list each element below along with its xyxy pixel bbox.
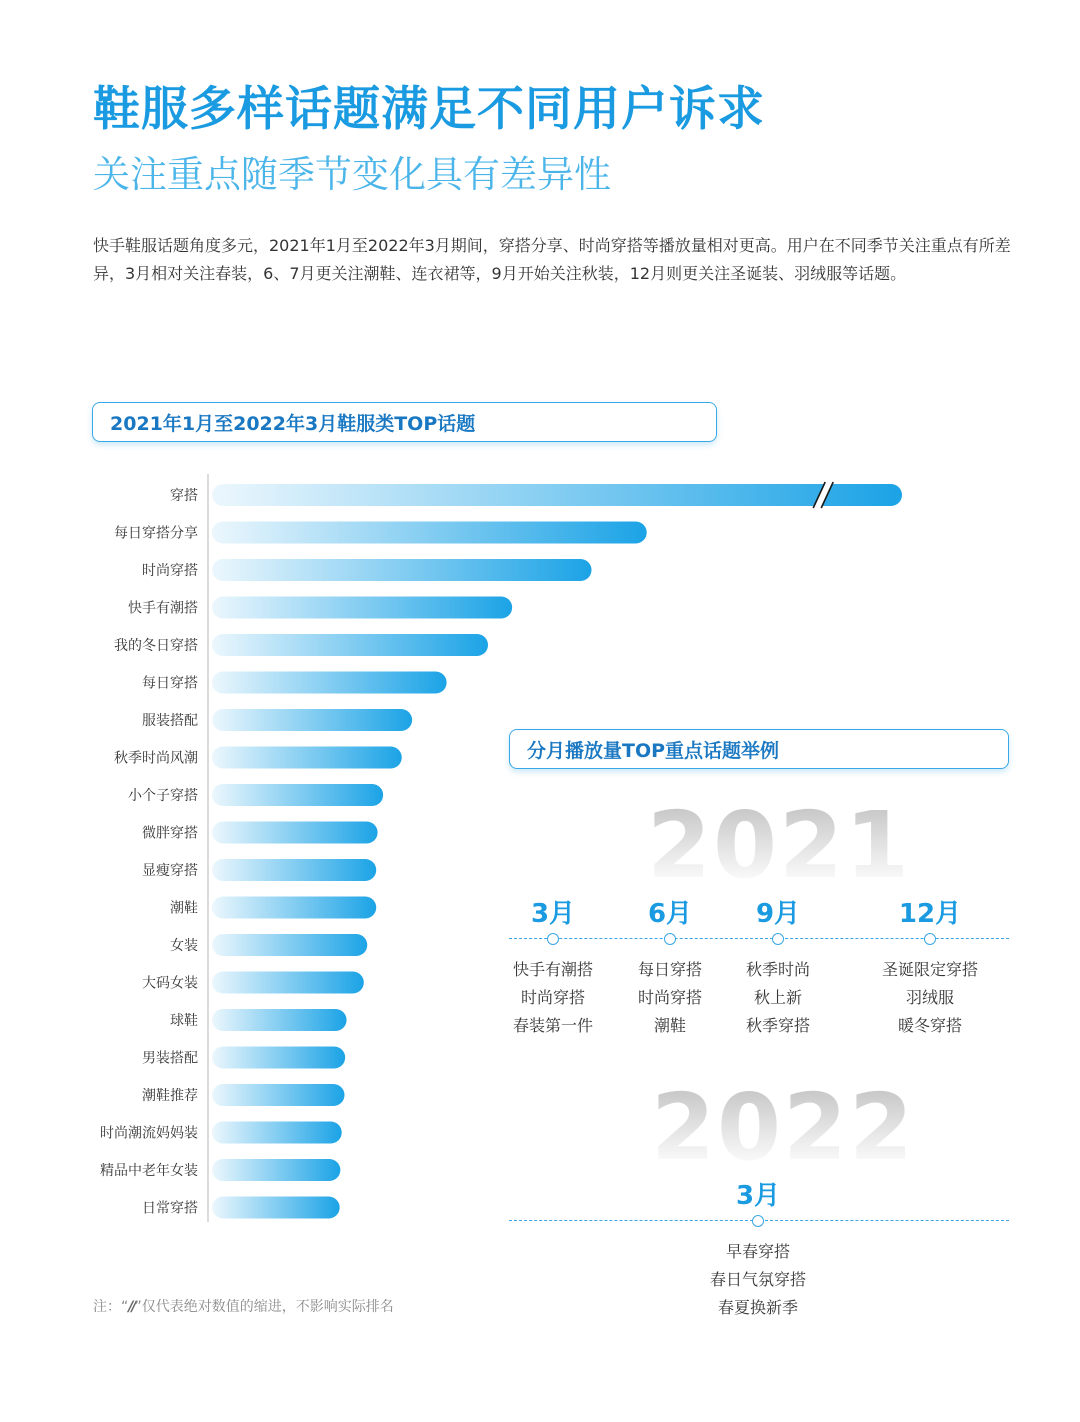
year-2021-heading: 2021	[647, 792, 912, 899]
month-2021-12: 12月	[898, 899, 962, 929]
monthly-title-box	[509, 729, 1009, 769]
bar	[212, 1197, 340, 1219]
bar	[212, 1084, 344, 1106]
category-label: 日常穿搭	[142, 1200, 198, 1217]
month-2021-3: 3月	[530, 899, 576, 929]
monthly-title: 分月播放量TOP重点话题举例	[527, 739, 780, 762]
topic: 春夏换新季	[717, 1298, 799, 1317]
bar	[212, 559, 592, 581]
bar	[212, 859, 376, 881]
bar	[212, 709, 412, 731]
topic: 每日穿搭	[637, 960, 703, 979]
bar	[212, 1122, 342, 1144]
category-label: 快手有潮搭	[128, 600, 198, 617]
category-label: 时尚潮流妈妈装	[100, 1125, 198, 1142]
bar	[212, 1159, 340, 1181]
bar	[212, 484, 902, 506]
topic: 春日气氛穿搭	[709, 1270, 807, 1289]
topic: 暖冬穿搭	[897, 1016, 963, 1035]
footnote-suffix: ”仅代表绝对数值的缩进，不影响实际排名	[134, 1299, 394, 1315]
topic: 秋季时尚	[745, 960, 811, 979]
bar	[212, 784, 383, 806]
bar	[212, 1009, 347, 1031]
category-label: 精品中老年女装	[100, 1163, 198, 1179]
topic: 时尚穿搭	[637, 988, 703, 1007]
category-label: 小个子穿搭	[128, 788, 198, 804]
category-label: 秋季时尚风潮	[114, 750, 198, 767]
category-label: 男装搭配	[142, 1050, 198, 1067]
topic: 时尚穿搭	[520, 988, 586, 1007]
category-label: 显瘦穿搭	[142, 863, 198, 879]
category-label: 时尚穿搭	[142, 563, 198, 579]
page-title: 鞋服多样话题满足不同用户诉求	[93, 82, 765, 137]
bar	[212, 597, 512, 619]
bar	[212, 634, 488, 656]
category-label: 潮鞋	[170, 900, 198, 917]
topic: 早春穿搭	[725, 1242, 791, 1261]
footnote-prefix: 注：“	[93, 1299, 129, 1315]
topic: 快手有潮搭	[512, 960, 594, 979]
topic: 秋上新	[753, 988, 803, 1007]
topic: 潮鞋	[653, 1016, 687, 1035]
category-label: 每日穿搭分享	[114, 525, 198, 542]
month-2021-9: 9月	[755, 899, 801, 929]
footnote	[93, 1296, 394, 1316]
bar	[212, 934, 367, 956]
category-label: 微胖穿搭	[142, 825, 198, 842]
topic: 圣诞限定穿搭	[881, 960, 979, 979]
timeline-node	[752, 1215, 764, 1227]
bar	[212, 1047, 345, 1069]
topic: 羽绒服	[905, 988, 955, 1007]
bar	[212, 972, 364, 994]
bar	[212, 897, 376, 919]
category-label: 潮鞋推荐	[142, 1088, 198, 1104]
bar	[212, 672, 447, 694]
category-label: 每日穿搭	[142, 675, 198, 692]
topic: 春装第一件	[512, 1016, 594, 1035]
chart-title: 2021年1月至2022年3月鞋服类TOP话题	[110, 412, 476, 435]
timeline-node	[547, 933, 559, 945]
month-2022-3: 3月	[735, 1181, 781, 1211]
topic: 秋季穿搭	[745, 1016, 811, 1035]
category-label: 大码女装	[142, 975, 198, 992]
category-label: 球鞋	[170, 1013, 198, 1029]
year-2022-heading: 2022	[651, 1074, 916, 1181]
bar	[212, 522, 647, 544]
break-symbol-icon: //	[128, 1299, 135, 1315]
description-paragraph: 快手鞋服话题角度多元，2021年1月至2022年3月期间，穿搭分享、时尚穿搭等播放量相对更高。用户在不同季节关注重点有所差异，3月相对关注春装，6、7月更关注潮鞋、连衣裙等，9月开始关注秋装，12月则更关注圣诞装、羽绒服等话题。	[93, 236, 1011, 283]
page-subtitle: 关注重点随季节变化具有差异性	[93, 153, 611, 196]
category-label: 我的冬日穿搭	[114, 638, 198, 654]
bar	[212, 822, 378, 844]
timeline-node	[924, 933, 936, 945]
category-label: 女装	[170, 938, 198, 954]
category-label: 服装搭配	[142, 713, 198, 729]
month-2021-6: 6月	[647, 899, 693, 929]
bar	[212, 747, 402, 769]
timeline-node	[772, 933, 784, 945]
category-label: 穿搭	[170, 488, 198, 504]
timeline-node	[664, 933, 676, 945]
